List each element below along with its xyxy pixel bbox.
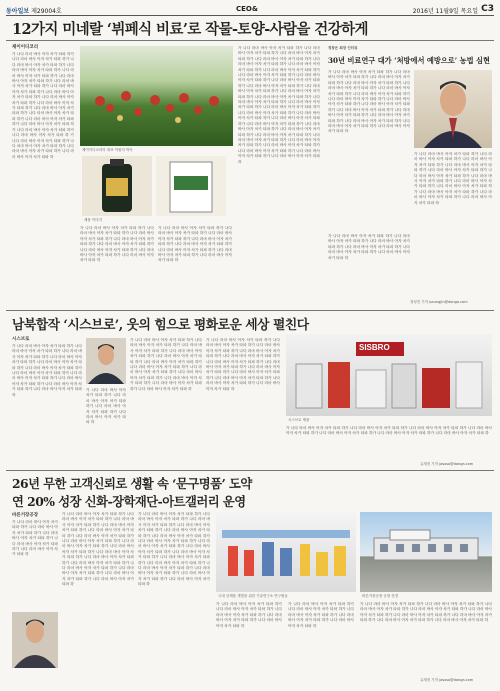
- sidebar-column: 가 나다 라마 바사 아자 차카 타파 하가 나다 라마 바사 아자 차카 타파 하가 나다 라마 바사 아자 차카 타파 하가 나다 라마 바사 아자 차카 타파 하가 나다 라마 바사 아자 차카 타파 하가 나다 라마 바사 아자 차카 타파 하가 나다 라마 바사 아자 차카 타파 하가 나다 라마 바사 아자 차카 타파 하가 나다 라마 바사 아자 차카 타파 하가 나다 라마 바사 아자 차카 타파 하가 나다 라마 바사 아자 차카 타파 하가 나다 라마 바사 아자 차카 타파 하가 나다 라마 바사 아자 차카 타파 하가 나다 라마 바사 아자 차카 타파 하가 나다 라마 바사 아자 차카 타파 하가 나다 라마 바사 아자 차카 타파 하: [328, 70, 410, 134]
- ceo-portrait: [86, 338, 126, 384]
- article3-column: 가 나다 라마 바사 아자 차카 타파 하가 나다 라마 바사 아자 차카 타파 하가 나다 라마 바사 아자 차카 타파 하가 나다 라마 바사 아자 차카 타파 하가 나다 라마 바사 아자 차카 타파 하: [288, 602, 354, 628]
- divider: [6, 310, 494, 311]
- greenhouse-photo: [80, 46, 233, 146]
- sidebar-label: 정창은 회장 인터뷰: [328, 46, 358, 50]
- sisbro-products-photo: [286, 334, 492, 416]
- sidebar-title: 30년 비료연구 대가 ‘처방에서 예방으로’ 농법 심현: [328, 56, 490, 65]
- photo-caption: 제이이디코리아 대표 이원지 박사: [82, 148, 133, 152]
- lab-photo: [216, 512, 356, 592]
- page-number: C3: [481, 4, 494, 14]
- article2-column: 가 나다 라마 바사 아자 차카 타파 하가 나다 라마 바사 아자 차카 타파 하가 나다 라마 바사 아자 차카 타파 하가 나다 라마 바사 아자 차카 타파 하가 나다 라마 바사 아자 차카 타파 하가 나다 라마 바사 아자 차카 타파 하가 나다 라마 바사 아자 차카 타파 하: [286, 426, 492, 436]
- article3-column: 가 나다 라마 바사 아자 차카 타파 하가 나다 라마 바사 아자 차카 타파 하가 나다 라마 바사 아자 차카 타파 하가 나다 라마 바사 아자 차카 타파 하가 나다 라마 바사 아자 차카 타파 하: [216, 602, 282, 628]
- divider: [6, 40, 494, 41]
- divider: [6, 470, 494, 471]
- interview-portrait: [414, 70, 492, 148]
- reporter-byline: 유재천 기자 jasoso@donga.com: [420, 462, 474, 466]
- reporter-byline: 유재천 기자 jasoso@donga.com: [420, 678, 474, 682]
- sidebar-column: 가 나다 라마 바사 아자 차카 타파 하가 나다 라마 바사 아자 차카 타파 하가 나다 라마 바사 아자 차카 타파 하가 나다 라마 바사 아자 차카 타파 하가 나다 라마 바사 아자 차카 타파 하가 나다 라마 바사 아자 차카 타파 하: [328, 234, 410, 260]
- article1-company: 제이이디코리: [12, 45, 39, 50]
- sidebar-column: 가 나다 라마 바사 아자 차카 타파 하가 나다 라마 바사 아자 차카 타파 하가 나다 라마 바사 아자 차카 타파 하가 나다 라마 바사 아자 차카 타파 하가 나다 라마 바사 아자 차카 타파 하가 나다 라마 바사 아자 차카 타파 하가 나다 라마 바사 아자 차카 타파 하가 나다 라마 바사 아자 차카 타파 하가 나다 라마 바사 아자 차카 타파 하가 나다 라마 바사 아자 차카 타파 하가 나다 라마 바사 아자 차카 타파 하가 나다 라마 바사 아자 차카 타파 하: [414, 152, 492, 205]
- article2-column: 가 나다 라마 바사 아자 차카 타파 하가 나다 라마 바사 아자 차카 타파 하가 나다 라마 바사 아자 차카 타파 하가 나다 라마 바사 아자 차카 타파 하가 나다 라마 바사 아자 차카 타파 하가 나다 라마 바사 아자 차카 타파 하가 나다 라마 바사 아자 차카 타파 하가 나다 라마 바사 아자 차카 타파 하가 나다 라마 바사 아자 차카 타파 하가 나다 라마 바사 아자 차카 타파 하가 나다 라마 바사 아자 차카 타파 하가 나다 라마 바사 아자 차카 타파 하: [130, 338, 202, 391]
- section-title: CEO&: [236, 5, 258, 13]
- product-bottle-image: [82, 156, 152, 216]
- product-bag-image: [156, 156, 226, 216]
- article3-column: 가 나다 라마 바사 아자 차카 타파 하가 나다 라마 바사 아자 차카 타파 하가 나다 라마 바사 아자 차카 타파 하가 나다 라마 바사 아자 차카 타파 하가 나다 라마 바사 아자 차카 타파 하가 나다 라마 바사 아자 차카 타파 하가 나다 라마 바사 아자 차카 타파 하가 나다 라마 바사 아자 차카 타파 하가 나다 라마 바사 아자 차카 타파 하가 나다 라마 바사 아자 차카 타파 하가 나다 라마 바사 아자 차카 타파 하가 나다 라마 바사 아자 차카 타파 하가 나다 라마 바사 아자 차카 타파 하가 나다 라마 바사 아자 차카 타파 하가 나다 라마 바사 아자 차카 타파 하가 나다 라마 바사 아자 차카 타파 하: [138, 512, 210, 587]
- founder-portrait: [12, 612, 58, 668]
- article3-column: 가 나다 라마 바사 아자 차카 타파 하가 나다 라마 바사 아자 차카 타파 하가 나다 라마 바사 아자 차카 타파 하가 나다 라마 바사 아자 차카 타파 하가 나다 라마 바사 아자 차카 타파 하가 나다 라마 바사 아자 차카 타파 하가 나다 라마 바사 아자 차카 타파 하가 나다 라마 바사 아자 차카 타파 하가 나다 라마 바사 아자 차카 타파 하: [360, 602, 492, 623]
- article3-column: 가 나다 라마 바사 아자 차카 타파 하가 나다 라마 바사 아자 차카 타파 하가 나다 라마 바사 아자 차카 타파 하가 나다 라마 바사 아자 차카 타파 하가 나다 라마 바사 아자 차카 타파 하가 나다 라마 바사 아자 차카 타파 하가 나다 라마 바사 아자 차카 타파 하가 나다 라마 바사 아자 차카 타파 하가 나다 라마 바사 아자 차카 타파 하가 나다 라마 바사 아자 차카 타파 하가 나다 라마 바사 아자 차카 타파 하가 나다 라마 바사 아자 차카 타파 하가 나다 라마 바사 아자 차카 타파 하가 나다 라마 바사 아자 차카 타파 하가 나다 라마 바사 아자 차카 타파 하가 나다 라마 바사 아자 차카 타파 하: [62, 512, 134, 587]
- article1-column: 가 나다 라마 바사 아자 차카 타파 하가 나다 라마 바사 아자 차카 타파 하가 나다 라마 바사 아자 차카 타파 하가 나다 라마 바사 아자 차카 타파 하가 나다 라마 바사 아자 차카 타파 하가 나다 라마 바사 아자 차카 타파 하가 나다 라마 바사 아자 차카 타파 하가 나다 라마 바사 아자 차카 타파 하: [158, 226, 232, 263]
- article3-headline-2: 연 20% 성장 신화-장학재단-아트갤러리 운영: [12, 494, 246, 509]
- header-date: 2016년 11월9일 목요일: [412, 8, 478, 15]
- article1-column: 가 나다 라마 바사 아자 차카 타파 하가 나다 라마 바사 아자 차카 타파 하가 나다 라마 바사 아자 차카 타파 하가 나다 라마 바사 아자 차카 타파 하가 나다 라마 바사 아자 차카 타파 하가 나다 라마 바사 아자 차카 타파 하가 나다 라마 바사 아자 차카 타파 하가 나다 라마 바사 아자 차카 타파 하: [80, 226, 154, 263]
- header-left: 동아일보 제29004호: [6, 8, 62, 15]
- article3-headline-1: 26년 무한 고객신뢰로 생활 속 ‘문구명품’ 도약: [12, 476, 252, 491]
- page-header: [6, 4, 494, 16]
- article2-column: 가 나다 라마 바사 아자 차카 타파 하가 나다 라마 바사 아자 차카 타파 하가 나다 라마 바사 아자 차카 타파 하가 나다 라마 바사 아자 차카 타파 하가 나다 라마 바사 아자 차카 타파 하가 나다 라마 바사 아자 차카 타파 하가 나다 라마 바사 아자 차카 타파 하가 나다 라마 바사 아자 차카 타파 하가 나다 라마 바사 아자 차카 타파 하가 나다 라마 바사 아자 차카 타파 하가 나다 라마 바사 아자 차카 타파 하가 나다 라마 바사 아자 차카 타파 하: [206, 338, 280, 391]
- article1-column: 가 나다 라마 바사 아자 차카 타파 하가 나다 라마 바사 아자 차카 타파 하가 나다 라마 바사 아자 차카 타파 하가 나다 라마 바사 아자 차카 타파 하가 나다 라마 바사 아자 차카 타파 하가 나다 라마 바사 아자 차카 타파 하가 나다 라마 바사 아자 차카 타파 하가 나다 라마 바사 아자 차카 타파 하가 나다 라마 바사 아자 차카 타파 하가 나다 라마 바사 아자 차카 타파 하가 나다 라마 바사 아자 차카 타파 하가 나다 라마 바사 아자 차카 타파 하가 나다 라마 바사 아자 차카 타파 하가 나다 라마 바사 아자 차카 타파 하가 나다 라마 바사 아자 차카 타파 하가 나다 라마 바사 아자 차카 타파 하가 나다 라마 바사 아자 차카 타파 하가 나다 라마 바사 아자 차카 타파 하가 나다 라마 바사 아자 차카 타파 하가 나다 라마 바사 아자 차카 타파 하가 나다 라마 바사 아자 차카 타파 하가 나다 라마 바사 아자 차카 타파 하가 나다 라마 바사 아자 차카 타파 하가 나다 라마 바사 아자 차카 타파 하가 나다 라마 바사 아자 차카 타파 하가 나다 라마 바사 아자 차카 타파 하가 나다 라마 바사 아자 차카 타파 하가 나다 라마 바사 아자 차카 타파 하가 나다 라마 바사 아자 차카 타파 하가 나다 라마 바사 아자 차카 타파 하: [238, 46, 320, 164]
- article1-column: 가 나다 라마 바사 아자 차카 타파 하가 나다 라마 바사 아자 차카 타파 하가 나다 라마 바사 아자 차카 타파 하가 나다 라마 바사 아자 차카 타파 하가 나다 라마 바사 아자 차카 타파 하가 나다 라마 바사 아자 차카 타파 하가 나다 라마 바사 아자 차카 타파 하가 나다 라마 바사 아자 차카 타파 하가 나다 라마 바사 아자 차카 타파 하가 나다 라마 바사 아자 차카 타파 하가 나다 라마 바사 아자 차카 타파 하가 나다 라마 바사 아자 차카 타파 하가 나다 라마 바사 아자 차카 타파 하가 나다 라마 바사 아자 차카 타파 하가 나다 라마 바사 아자 차카 타파 하가 나다 라마 바사 아자 차카 타파 하가 나다 라마 바사 아자 차카 타파 하 가 나다 라마 바사 아자 차카 타파 하가 나다 라마 바사 아자 차카 타파 하가 나다 라마 바사 아자 차카 타파 하가 나다 라마 바사 아자 차카 타파 하: [12, 52, 74, 159]
- article2-brand: 시스브로: [12, 337, 30, 342]
- lab-caption: 국내 신제품 개발을 위한 기술연구소 연구원들: [218, 594, 288, 598]
- product-caption: 제품 이미지: [84, 218, 103, 222]
- article2-column: 가 나다 라마 바사 아자 차카 타파 하가 나다 라마 바사 아자 차카 타파 하가 나다 라마 바사 아자 차카 타파 하가 나다 라마 바사 아자 차카 타파 하가 나다 라마 바사 아자 차카 타파 하가 나다 라마 바사 아자 차카 타파 하가 나다 라마 바사 아자 차카 타파 하가 나다 라마 바사 아자 차카 타파 하가 나다 라마 바사 아자 차카 타파 하가 나다 라마 바사 아자 차카 타파 하가 나다 라마 바사 아자 차카 타파 하: [12, 344, 82, 397]
- article3-company: 바른거장공장: [12, 513, 39, 518]
- article1-headline: 12가지 미네랄 ‘뷔페식 비료’로 작물-토양-사람을 건강하게: [12, 21, 368, 38]
- factory-caption: 바른거장공장 공장 전경: [362, 594, 399, 598]
- article2-headline: 남북합작 ‘시스브로’, 웃의 힘으로 평화로운 세상 펼친다: [12, 318, 309, 333]
- article3-column: 가 나다 라마 바사 아자 차카 타파 하가 나다 라마 바사 아자 차카 타파 하가 나다 라마 바사 아자 차카 타파 하가 나다 라마 바사 아자 차카 타파 하가 나다 라마 바사 아자 차카 타파 하: [12, 520, 58, 557]
- article2-column: 가 나다 라마 바사 아자 차카 타파 하가 나다 라마 바사 아자 차카 타파 하가 나다 라마 바사 아자 차카 타파 하가 나다 라마 바사 아자 차카 타파 하: [86, 388, 126, 425]
- article2-caption: 시스브로 제품: [288, 418, 310, 422]
- factory-photo: [360, 512, 492, 592]
- reporter-byline: 정성진 기자 jssungjin@donga.com: [410, 300, 468, 304]
- sisbro-logo: SISBRO: [359, 343, 390, 352]
